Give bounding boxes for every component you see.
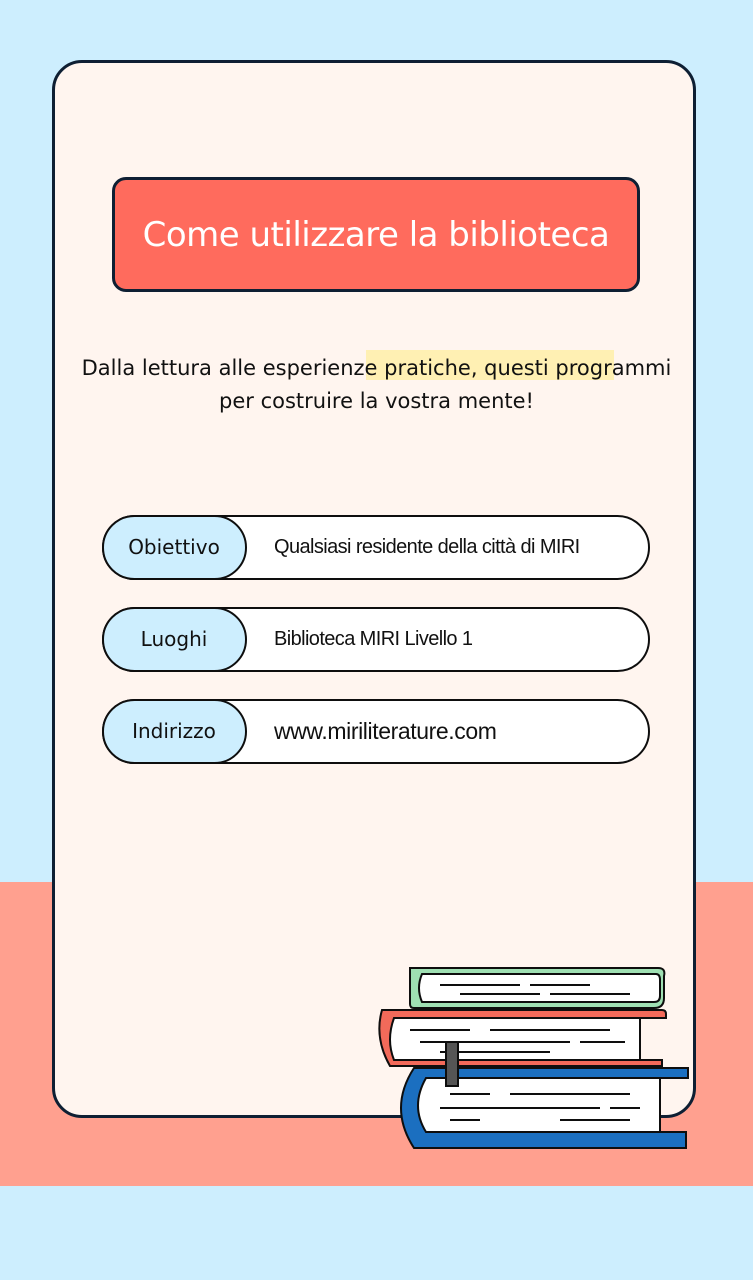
title-banner: [112, 177, 640, 292]
green-book-icon: [410, 968, 664, 1008]
info-row-label: Indirizzo: [102, 699, 247, 764]
stack-of-books-icon: [370, 960, 700, 1160]
red-book-icon: [379, 1010, 666, 1066]
info-row-address: [102, 699, 650, 764]
info-row-label: Luoghi: [102, 607, 247, 672]
info-row-objective: [102, 515, 650, 580]
info-row-location: [102, 607, 650, 672]
info-row-label: Obiettivo: [102, 515, 247, 580]
subtitle-line-2: per costruire la vostra mente!: [219, 389, 534, 413]
subtitle-line-1: Dalla lettura alle esperienze pratiche, questi programmi: [81, 356, 672, 380]
info-row-value: Qualsiasi residente della città di MIRI: [274, 535, 580, 558]
website-link[interactable]: www.miriliterature.com: [274, 717, 497, 744]
info-row-value: Biblioteca MIRI Livello 1: [274, 627, 473, 650]
bookmark-icon: [446, 1042, 458, 1086]
blue-book-icon: [401, 1068, 688, 1148]
subtitle: [52, 352, 701, 418]
page-title: Come utilizzare la biblioteca: [142, 214, 610, 255]
